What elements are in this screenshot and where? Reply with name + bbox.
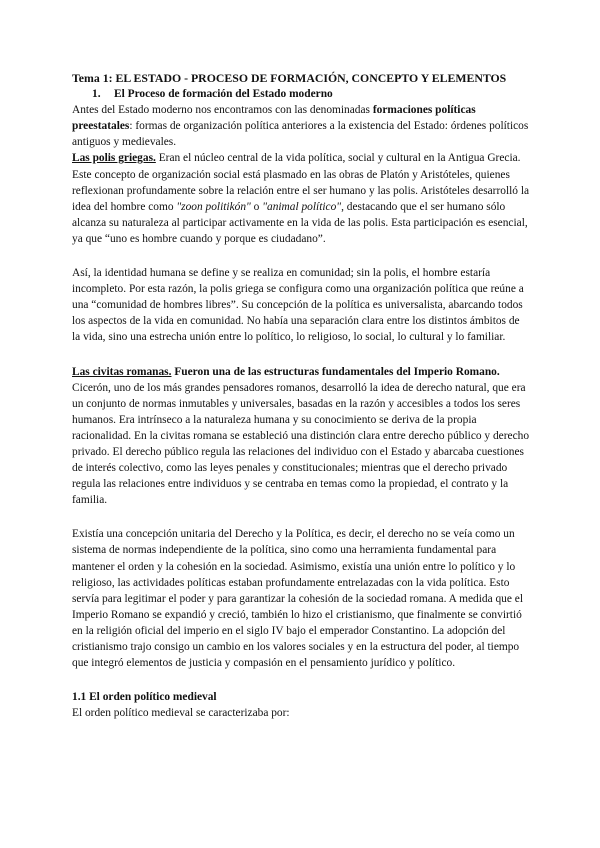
spacer (72, 346, 530, 364)
paragraph-polis (72, 150, 530, 247)
italic-term: "zoon politikón" (176, 200, 251, 213)
document-title: Tema 1: EL ESTADO - PROCESO DE FORMACIÓN, CONCEPTO Y ELEMENTOS (72, 71, 507, 85)
underlined-lead: Las polis griegas. (72, 152, 156, 165)
paragraph-civitas (72, 364, 530, 509)
paragraph-law-politics: Existía una concepción unitaria del Derecho y la Política, es decir, el derecho no se veía como un sistema de normas independiente de la política, sino como una herramienta fundamental para mantener el orden y la cohesión en la sociedad. Asimismo, existía una unión entre lo político y lo religioso, las actividades políticas estaban profundamente entrelazadas con la vida política. Esto servía para legitimar el poder y para garantizar la cohesión de la sociedad romana. A medida que el Imperio Romano se expandió y creció, también lo hizo el cristianismo, que finalmente se convirtió en la religión oficial del imperio en el siglo IV bajo el emperador Constantino. La adopción del cristianismo trajo consigo un cambio en los valores sociales y en la estructura del poder, al tiempo que integró elementos de justicia y compasión en el pensamiento jurídico y político. (72, 528, 524, 670)
paragraph-intro (72, 102, 530, 150)
text-run: Eran el núcleo central de la vida política, social y cultural en la Antigua Grecia. Este concepto de organización social está plasmado en las obras de Platón y Aristóteles, quienes reflexionan profundamente sobre la relación entre el ser humano y las polis. Aristóteles desarrolló la idea del hombre como (72, 152, 530, 213)
paragraph-identity: Así, la identidad humana se define y se realiza en comunidad; sin la polis, el hombre estaría incompleto. Por esta razón, la polis griega se configura como una organización política que reúne a una “comunidad de hombres libres”. Su concepción de la política es universalista, abarcando todos los aspectos de la vida en comunidad. No había una separación clara entre los distintos ámbitos de la vida, sino una estrecha unión entre lo político, lo religioso, lo social, lo cultural y lo familiar. (72, 267, 524, 344)
text-run: Antes del Estado moderno nos encontramos con las denominadas (72, 104, 373, 117)
spacer (72, 508, 530, 526)
spacer (72, 671, 530, 689)
document-page (72, 70, 530, 721)
subsection-title: 1.1 El orden político medieval (72, 691, 217, 704)
section-title: El Proceso de formación del Estado moderno (114, 88, 333, 101)
bold-term: formaciones políticas preestatales (72, 104, 476, 133)
paragraph-medieval: El orden político medieval se caracterizaba por: (72, 707, 290, 720)
section-number: 1. (92, 88, 101, 101)
text-run: : formas de organización política anteriores a la existencia del Estado: órdenes políticos antiguos y medievales. (72, 120, 529, 149)
section-heading-1-1 (72, 689, 530, 705)
bold-text: Fueron una de las estructuras fundamentales del Imperio Romano. (171, 365, 500, 378)
spacer (72, 247, 530, 265)
underlined-lead: Las civitas romanas. (72, 365, 172, 378)
italic-term: "animal político" (262, 200, 342, 213)
text-run: Cicerón, uno de los más grandes pensadores romanos, desarrolló la idea de derecho natural, que era un conjunto de normas inmutables y universales, basadas en la razón y accesibles a todos los seres humanos. Era intrínseco a la naturaleza humana y su conocimiento se deriva de la propia racionalidad. En la civitas romana se estableció una distinción clara entre derecho público y derecho privado. El derecho público regula las relaciones del individuo con el Estado y abarcaba cuestiones de interés colectivo, como las leyes penales y constitucionales; mientras que el derecho privado regula las relaciones entre individuos y se centraba en temas como la propiedad, el contrato y la familia. (72, 381, 530, 507)
section-heading-1 (92, 86, 530, 102)
text-run: o (250, 200, 263, 213)
text-run: , destacando que el ser humano sólo alcanza su naturaleza al participar activamente en la vida de las polis. Esta participación es esencial, ya que “uno es hombre cuando y porque es ciudadano”. (72, 200, 528, 245)
